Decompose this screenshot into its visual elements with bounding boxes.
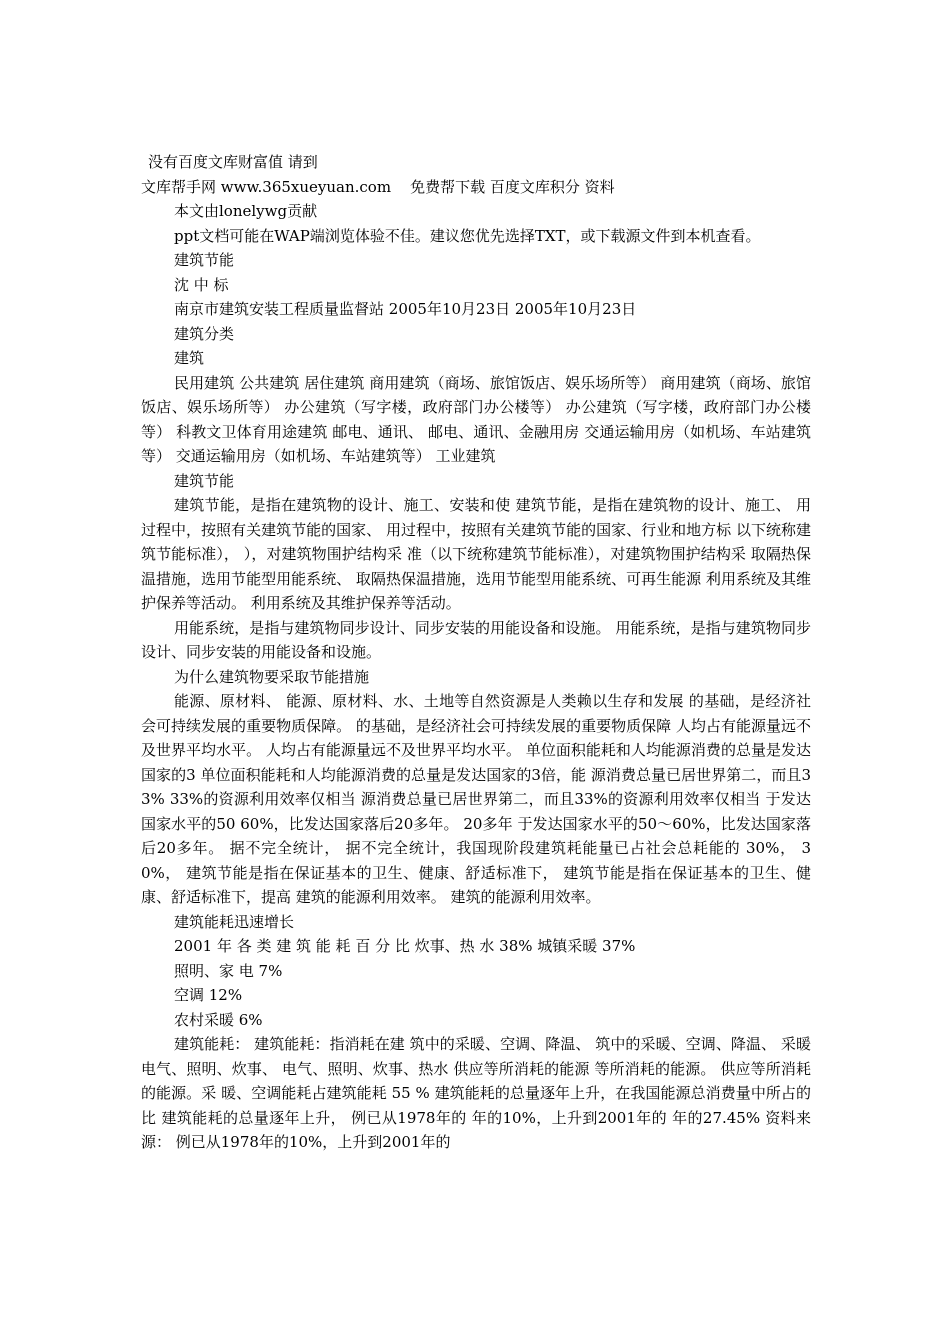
section-heading-classification: 建筑分类 (174, 324, 235, 343)
paragraph-why: 能源、原材料、 能源、原材料、水、土地等自然资源是人类赖以生存和发展 的基础，是经济社会可持续发展的重要物质保障。 的基础，是经济社会可持续发展的重要物质保障 人均占有能源量远不及世界平均水平。 人均占有能源量远不及世界平均水平。 单位面积能耗和人均能源消费的总量是发达国家的3 单位面积能耗和人均能源消费的总量是发达国家的3倍，能 源消费总量已居世界第二，而且33% 33%的资源利用效率仅相当 源消费总量已居世界第二，而且33%的资源利用效率仅相当 于发达国家水平的50 60%，比发达国家落后20多年。 20多年 于发达国家水平的50～60%，比发达国家落后20多年。 据不完全统计， 据不完全统计，我国现阶段建筑耗能量已占社会总耗能的 30%， 30%， 建筑节能是指在保证基本的卫生、健康、舒适标准下， 建筑节能是指在保证基本的卫生、健康、舒适标准下，提高 建筑的能源利用效率。 建筑的能源利用效率。 (141, 692, 811, 906)
stats-line-1: 2001 年 各 类 建 筑 能 耗 百 分 比 炊事、热 水 38% 城镇采暖 37% (174, 937, 636, 955)
author-name: 沈 中 标 (174, 275, 229, 294)
section-heading-why: 为什么建筑物要采取节能措施 (174, 667, 370, 686)
paragraph-energy-system: 用能系统，是指与建筑物同步设计、同步安装的用能设备和设施。 用能系统，是指与建筑物同步设计、同步安装的用能设备和设施。 (141, 618, 811, 661)
wap-notice: ppt文档可能在WAP端浏览体验不佳。建议您优先选择TXT，或下载源文件到本机查看。 (174, 226, 761, 245)
header-line-1: 没有百度文库财富值 请到 (148, 153, 318, 171)
section-heading-building: 建筑 (174, 349, 205, 367)
header-line-2: 文库帮手网 www.365xueyuan.com 免费帮下载 百度文库积分 资料 (141, 177, 615, 196)
section-heading-energy-saving: 建筑节能 (174, 471, 235, 490)
section-heading-growth: 建筑能耗迅速增长 (174, 912, 295, 931)
org-date-line: 南京市建筑安装工程质量监督站 2005年10月23日 2005年10月23日 (174, 300, 637, 318)
paragraph-classification: 民用建筑 公共建筑 居住建筑 商用建筑（商场、旅馆饭店、娱乐场所等） 商用建筑（商场、旅馆饭店、娱乐场所等） 办公建筑（写字楼，政府部门办公楼等） 办公建筑（写字楼，政府部门办公楼等） 科教文卫体育用途建筑 邮电、通讯、 邮电、通讯、金融用房 交通运输用房（如机场、车站建筑等） 交通运输用房（如机场、车站建筑等） 工业建筑 (141, 373, 811, 465)
paragraph-definition: 建筑节能，是指在建筑物的设计、施工、安装和使 建筑节能，是指在建筑物的设计、施工、 用过程中，按照有关建筑节能的国家、 用过程中，按照有关建筑节能的国家、行业和地方标 以下统称建筑节能标准）， ），对建筑物围护结构采 准（以下统称建筑节能标准），对建筑物围护结构采 取隔热保温措施，选用节能型用能系统、 取隔热保温措施，选用节能型用能系统、可再生能源 利用系统及其维护保养等活动。 利用系统及其维护保养等活动。 (141, 496, 811, 612)
document-page (141, 150, 811, 1155)
paragraph-consumption: 建筑能耗： 建筑能耗：指消耗在建 筑中的采暖、空调、降温、 筑中的采暖、空调、降温、 采暖 电气、照明、炊事、 电气、照明、炊事、热水 供应等所消耗的能源 等所消耗的能源。 供应等所消耗的能源。采 暖、空调能耗占建筑能耗 55 % 建筑能耗的总量逐年上升，在我国能源总消费量中所占的比 建筑能耗的总量逐年上升， 例已从1978年的 年的10%，上升到2001年的 年的27.45% 资料来源： 例已从1978年的10%，上升到2001年的 (141, 1035, 811, 1151)
document-title: 建筑节能 (174, 251, 235, 269)
contributor-line: 本文由lonelywg贡献 (174, 202, 318, 220)
stats-line-2: 照明、家 电 7% (174, 961, 283, 980)
stats-line-3: 空调 12% (174, 986, 243, 1004)
stats-line-4: 农村采暖 6% (174, 1010, 263, 1029)
